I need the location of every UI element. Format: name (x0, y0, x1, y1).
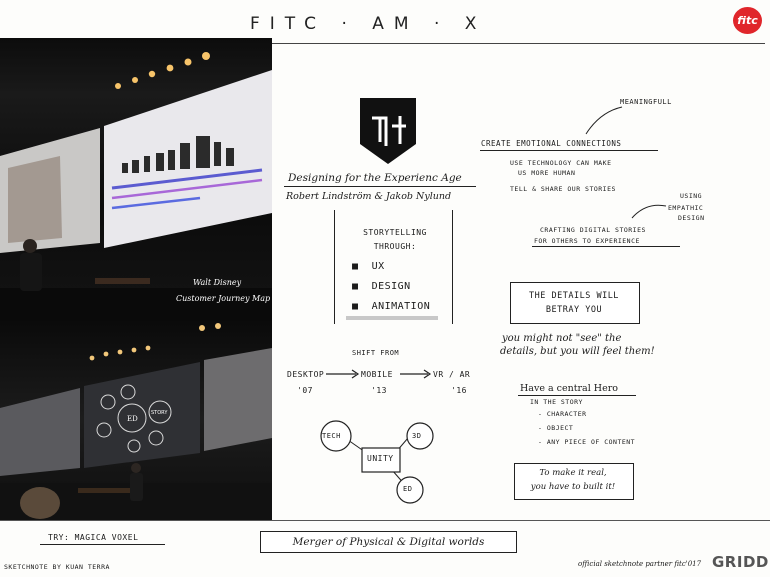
details-line-2: BETRAY YOU (545, 305, 603, 315)
talk-speakers: Robert Lindström & Jakob Nylund (286, 191, 452, 202)
stage-mobile: MOBILE (361, 370, 393, 379)
list-item: ■ UX (352, 261, 385, 272)
empathic-pointer (620, 196, 670, 226)
stage-vr-ar: VR / AR (433, 370, 471, 379)
gridd-logo: GRIDD (712, 553, 769, 571)
storytelling-heading: STORYTELLING THROUGH: (363, 228, 427, 251)
emotional-underline (480, 150, 658, 151)
conference-photo-top (0, 38, 272, 318)
timeline-arrows (324, 368, 434, 380)
hero-item-character: - CHARACTER (538, 410, 587, 418)
hero-heading: Have a central Hero (520, 383, 618, 394)
node-3d: 3D (412, 432, 422, 440)
amx-logo-shield (356, 96, 420, 166)
hero-underline (518, 395, 636, 396)
slide-circle-right: STORY (151, 410, 168, 416)
fitc-logo: fitc (733, 7, 762, 34)
list-item: ■ DESIGN (352, 281, 411, 292)
hero-item-object: - OBJECT (538, 424, 574, 432)
shift-from-label: SHIFT FROM (352, 349, 400, 357)
technology-line-2: US MORE HUMAN (518, 169, 576, 177)
footer-divider (0, 520, 770, 521)
storytelling-list (352, 261, 430, 312)
year-vr-ar: '16 (451, 386, 467, 395)
storytelling-item-animation: ANIMATION (371, 301, 431, 312)
real-line-2: you have to built it! (530, 482, 616, 492)
stage-desktop: DESKTOP (287, 370, 325, 379)
column-right-rule (452, 210, 453, 324)
meaningfull-pointer (582, 104, 626, 138)
emotional-heading: CREATE EMOTIONAL CONNECTIONS (481, 139, 622, 148)
details-line-1: THE DETAILS WILL (529, 291, 619, 301)
title-underline (284, 186, 476, 187)
page-title: FITC · AM · X (250, 14, 487, 34)
empathic-label: EMPATHIC (668, 204, 704, 212)
caption-customer-journey: Customer Journey Map (176, 294, 271, 303)
tell-share-line: TELL & SHARE OUR STORIES (510, 185, 616, 193)
list-item: ■ ANIMATION (352, 301, 431, 312)
hero-sub: IN THE STORY (530, 398, 583, 406)
crafting-line-2: FOR OTHERS TO EXPERIENCE (534, 237, 640, 245)
details-quote-1: you might not "see" the (502, 333, 622, 344)
storytelling-item-design: DESIGN (371, 281, 411, 292)
credit-left: SKETCHNOTE BY KUAN TERRA (4, 563, 110, 571)
stage-scene-bottom (0, 318, 272, 520)
node-ed: ED (403, 485, 413, 493)
design-label: DESIGN (678, 214, 705, 222)
credit-right: official sketchnote partner fitc'017 (578, 560, 702, 568)
column-left-rule (334, 210, 335, 324)
using-label: USING (680, 192, 703, 200)
real-line-1: To make it real, (539, 468, 607, 478)
talk-title: Designing for the Experienc Age (288, 172, 462, 184)
details-quote-2: details, but you will feel them! (500, 346, 655, 357)
try-magica-voxel: TRY: MAGICA VOXEL (48, 533, 139, 542)
year-desktop: '07 (297, 386, 313, 395)
try-underline (40, 544, 165, 545)
technology-line-1: USE TECHNOLOGY CAN MAKE (510, 159, 612, 167)
crafting-line-1: CRAFTING DIGITAL STORIES (540, 226, 646, 234)
year-mobile: '13 (371, 386, 387, 395)
meaningfull-note: MEANINGFULL (620, 98, 672, 106)
caption-walt-disney: Walt Disney (193, 278, 242, 287)
storytelling-item-ux: UX (371, 261, 385, 272)
slide-circle-center: ED (127, 415, 138, 423)
crafting-underline (532, 246, 680, 247)
node-unity: UNITY (367, 454, 394, 463)
stage-scene-top (0, 38, 272, 318)
list-shadow-bar (346, 316, 438, 320)
conference-photo-bottom (0, 318, 272, 520)
details-box (510, 282, 640, 324)
merger-banner: Merger of Physical & Digital worlds (260, 531, 517, 553)
node-tech: TECH (322, 432, 341, 440)
hero-item-content: - ANY PIECE OF CONTENT (538, 438, 636, 446)
